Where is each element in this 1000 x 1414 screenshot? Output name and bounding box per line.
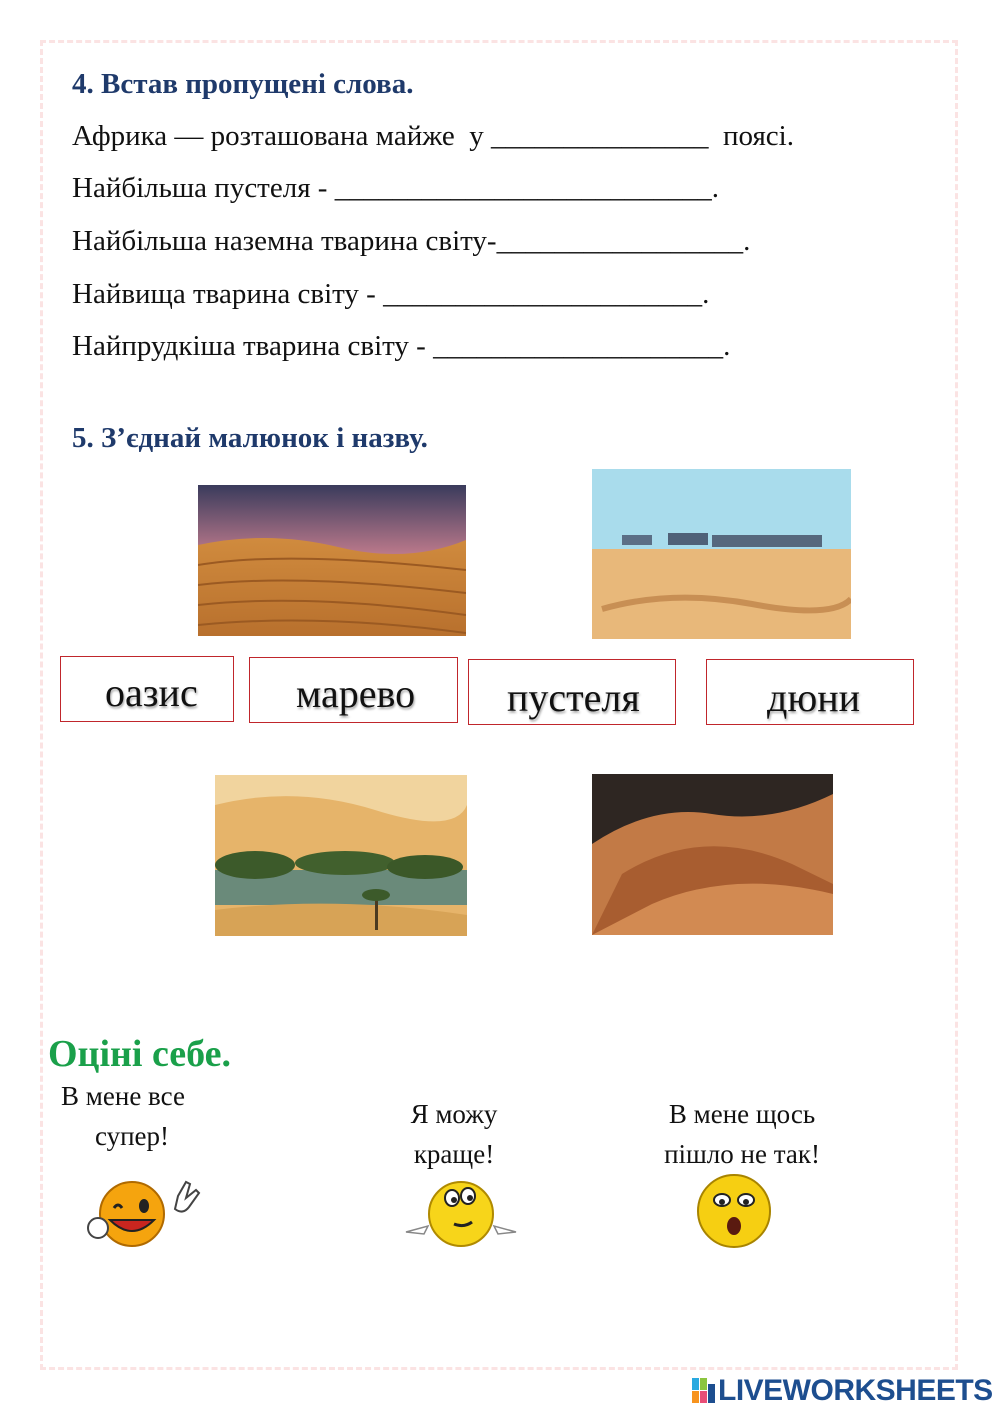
fill-in-line-4[interactable]: Найвища тварина світу - ______________________. [72, 278, 710, 310]
option-better-caption: Я можу краще! [410, 1099, 498, 1169]
fill-in-line-3[interactable]: Найбільша наземна тварина світу-_________________. [72, 225, 751, 257]
option-super-caption: В мене все супер! [61, 1081, 185, 1151]
red-dunes-photo[interactable] [592, 774, 833, 935]
oasis-photo[interactable] [215, 775, 467, 936]
option-wrong-caption: В мене щось пішло не так! [664, 1099, 820, 1169]
winking-smiley-icon[interactable] [78, 1176, 208, 1256]
label-oasis[interactable]: оазис [60, 656, 234, 722]
label-mirage[interactable]: марево [249, 657, 458, 723]
thinking-smiley-icon[interactable] [404, 1176, 519, 1256]
task4-heading: 4. Встав пропущені слова. [72, 68, 414, 100]
label-dunes[interactable]: дюни [706, 659, 914, 725]
liveworksheets-brand: LIVEWORKSHEETS [718, 1374, 993, 1407]
liveworksheets-logo-icon [692, 1378, 716, 1409]
fill-in-line-2[interactable]: Найбільша пустеля - __________________________. [72, 172, 719, 204]
task5-heading: 5. З’єднай малюнок і назву. [72, 422, 428, 454]
dunes-sunset-photo[interactable] [198, 485, 466, 636]
label-desert[interactable]: пустеля [468, 659, 676, 725]
mirage-photo[interactable] [592, 469, 851, 639]
fill-in-line-1[interactable]: Африка — розташована майже у _______________ поясі. [72, 120, 794, 152]
self-assessment-title: Оцінi себе. [48, 1033, 232, 1075]
fill-in-line-5[interactable]: Найпрудкіша тварина світу - ____________________. [72, 330, 731, 362]
surprised-smiley-icon[interactable] [694, 1172, 774, 1255]
